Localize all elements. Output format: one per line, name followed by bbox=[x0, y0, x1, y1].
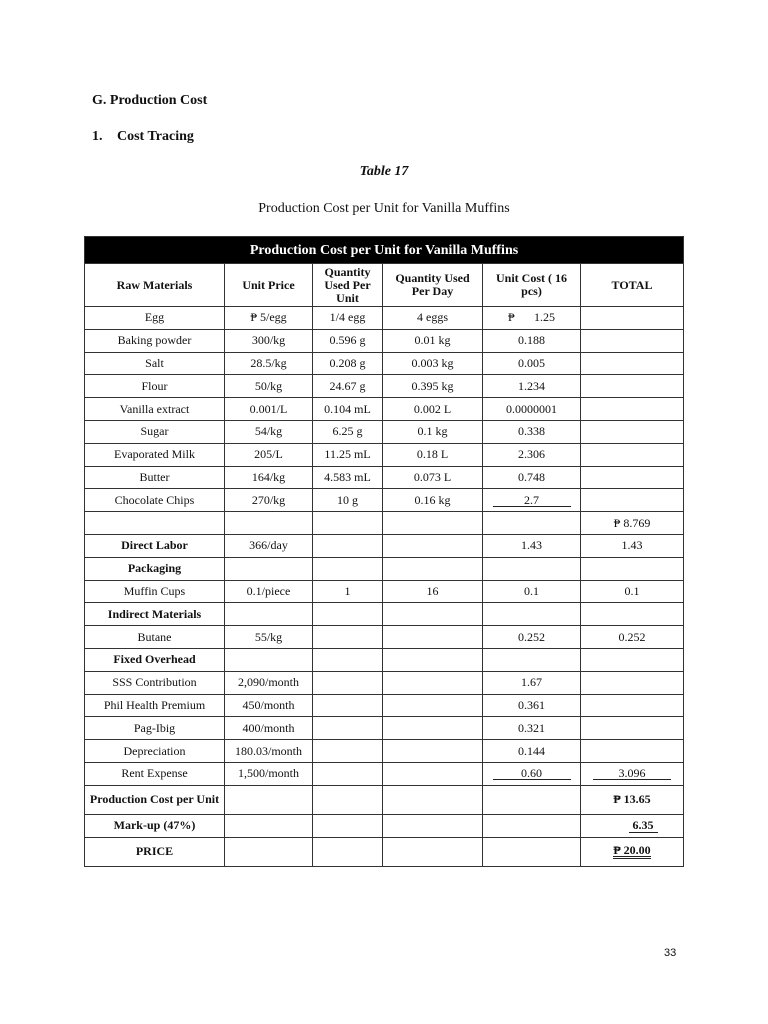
cell-unit-cost bbox=[483, 489, 581, 512]
fixed-overhead-row bbox=[85, 740, 684, 763]
cell-item: Butter bbox=[85, 466, 225, 489]
production-cost-per-unit-row bbox=[85, 785, 684, 814]
raw-materials-total-row bbox=[85, 512, 684, 535]
fixed-overhead-row bbox=[85, 717, 684, 740]
header-total: TOTAL bbox=[581, 264, 684, 307]
cell-qty-unit: 1 bbox=[313, 580, 383, 603]
cell-qty-unit: 0.596 g bbox=[313, 329, 383, 352]
peso-sign: ₱ bbox=[508, 310, 515, 325]
table-title: Production Cost per Unit for Vanilla Muffins bbox=[85, 237, 684, 264]
cell-unit-cost: 0.1 bbox=[483, 580, 581, 603]
cell-qty-day: 0.002 L bbox=[383, 398, 483, 421]
production-cost-total: ₱ 13.65 bbox=[581, 785, 684, 814]
cell-unit-cost: 0.321 bbox=[483, 717, 581, 740]
cell-qty-day: 0.01 kg bbox=[383, 329, 483, 352]
cell-unit-cost: 2.306 bbox=[483, 443, 581, 466]
cell-qty-unit: 0.208 g bbox=[313, 352, 383, 375]
cell-unit-cost: 0.0000001 bbox=[483, 398, 581, 421]
header-qty-per-unit: Quantity Used Per Unit bbox=[313, 264, 383, 307]
cell-unit-cost: 0.005 bbox=[483, 352, 581, 375]
cell-item: Salt bbox=[85, 352, 225, 375]
cell-item: Rent Expense bbox=[85, 762, 225, 785]
cell-qty-unit: 24.67 g bbox=[313, 375, 383, 398]
cell-total bbox=[581, 398, 684, 421]
cell-item: Vanilla extract bbox=[85, 398, 225, 421]
cell-unit-price: 366/day bbox=[225, 534, 313, 557]
cell-unit-cost bbox=[483, 307, 581, 330]
unit-cost-value: 1.25 bbox=[534, 310, 555, 325]
packaging-heading-row bbox=[85, 557, 684, 580]
cell-unit-price: 0.001/L bbox=[225, 398, 313, 421]
price-total: ₱ 20.00 bbox=[613, 843, 651, 858]
cell-qty-day: 16 bbox=[383, 580, 483, 603]
cell-unit-price: 270/kg bbox=[225, 489, 313, 512]
table-row bbox=[85, 466, 684, 489]
cell-qty-day: 4 eggs bbox=[383, 307, 483, 330]
table-row bbox=[85, 443, 684, 466]
cell-unit-cost bbox=[483, 762, 581, 785]
cell-qty-day: 0.073 L bbox=[383, 466, 483, 489]
markup-total-cell bbox=[581, 814, 684, 837]
markup-total: 6.35 bbox=[629, 819, 658, 833]
cell-item: Phil Health Premium bbox=[85, 694, 225, 717]
cell-unit-cost: 1.67 bbox=[483, 671, 581, 694]
cell-total: 0.252 bbox=[581, 626, 684, 649]
cell-unit-price: 50/kg bbox=[225, 375, 313, 398]
cell-qty-day: 0.16 kg bbox=[383, 489, 483, 512]
cell-unit-price: 164/kg bbox=[225, 466, 313, 489]
cell-unit-cost: 0.748 bbox=[483, 466, 581, 489]
cell-unit-cost: 0.188 bbox=[483, 329, 581, 352]
markup-row bbox=[85, 814, 684, 837]
raw-materials-total: ₱ 8.769 bbox=[581, 512, 684, 535]
production-cost-label: Production Cost per Unit bbox=[85, 785, 225, 814]
cell-total bbox=[581, 307, 684, 330]
markup-label: Mark-up (47%) bbox=[85, 814, 225, 837]
table-title-row bbox=[85, 237, 684, 264]
header-unit-cost: Unit Cost ( 16 pcs) bbox=[483, 264, 581, 307]
cell-total bbox=[581, 420, 684, 443]
header-qty-per-day: Quantity Used Per Day bbox=[383, 264, 483, 307]
cell-item: Egg bbox=[85, 307, 225, 330]
section-heading: G. Production Cost bbox=[92, 93, 208, 108]
cell-item: Muffin Cups bbox=[85, 580, 225, 603]
header-raw-materials: Raw Materials bbox=[85, 264, 225, 307]
cell-qty-day: 0.395 kg bbox=[383, 375, 483, 398]
section-label: Fixed Overhead bbox=[85, 648, 225, 671]
cell-unit-price: 205/L bbox=[225, 443, 313, 466]
cell-unit-price: 1,500/month bbox=[225, 762, 313, 785]
unit-cost-underlined: 2.7 bbox=[493, 494, 571, 507]
fixed-overhead-row bbox=[85, 694, 684, 717]
total-underlined: 3.096 bbox=[593, 767, 671, 780]
cell-unit-cost: 0.338 bbox=[483, 420, 581, 443]
page-number: 33 bbox=[664, 947, 677, 959]
indirect-materials-row bbox=[85, 626, 684, 649]
cell-unit-cost: 0.252 bbox=[483, 626, 581, 649]
cell-unit-price: 55/kg bbox=[225, 626, 313, 649]
cell-qty-day: 0.003 kg bbox=[383, 352, 483, 375]
cell-total bbox=[581, 489, 684, 512]
table-row bbox=[85, 329, 684, 352]
cell-unit-price: ₱ 5/egg bbox=[225, 307, 313, 330]
table-caption: Production Cost per Unit for Vanilla Muffins bbox=[258, 201, 510, 216]
subsection-title: Cost Tracing bbox=[117, 129, 194, 144]
table-row bbox=[85, 375, 684, 398]
cell-total: 0.1 bbox=[581, 580, 684, 603]
cell-unit-price: 400/month bbox=[225, 717, 313, 740]
price-label: PRICE bbox=[85, 837, 225, 866]
cell-unit-price: 300/kg bbox=[225, 329, 313, 352]
cell-unit-price: 180.03/month bbox=[225, 740, 313, 763]
cell-total bbox=[581, 329, 684, 352]
cell-item: Direct Labor bbox=[85, 534, 225, 557]
price-row bbox=[85, 837, 684, 866]
cell-qty-unit: 4.583 mL bbox=[313, 466, 383, 489]
cell-unit-price: 0.1/piece bbox=[225, 580, 313, 603]
subsection-heading bbox=[92, 129, 194, 145]
cell-unit-cost: 1.43 bbox=[483, 534, 581, 557]
fixed-overhead-row bbox=[85, 762, 684, 785]
cell-qty-day: 0.18 L bbox=[383, 443, 483, 466]
section-label: Indirect Materials bbox=[85, 603, 225, 626]
indirect-materials-heading-row bbox=[85, 603, 684, 626]
subsection-number: 1. bbox=[92, 129, 103, 144]
direct-labor-row bbox=[85, 534, 684, 557]
cell-item: Butane bbox=[85, 626, 225, 649]
cell-item: Baking powder bbox=[85, 329, 225, 352]
cell-total bbox=[581, 762, 684, 785]
cell-unit-cost: 0.361 bbox=[483, 694, 581, 717]
table-row bbox=[85, 398, 684, 421]
table-row bbox=[85, 352, 684, 375]
cell-total bbox=[581, 443, 684, 466]
cell-unit-price: 54/kg bbox=[225, 420, 313, 443]
cell-item: Sugar bbox=[85, 420, 225, 443]
cell-unit-price: 450/month bbox=[225, 694, 313, 717]
cell-item: Evaporated Milk bbox=[85, 443, 225, 466]
table-header-row bbox=[85, 264, 684, 307]
fixed-overhead-heading-row bbox=[85, 648, 684, 671]
cell-total: 1.43 bbox=[581, 534, 684, 557]
section-label: Packaging bbox=[85, 557, 225, 580]
price-total-cell bbox=[581, 837, 684, 866]
header-unit-price: Unit Price bbox=[225, 264, 313, 307]
cell-item: Chocolate Chips bbox=[85, 489, 225, 512]
cell-total bbox=[581, 375, 684, 398]
cell-unit-cost: 1.234 bbox=[483, 375, 581, 398]
cell-unit-price: 28.5/kg bbox=[225, 352, 313, 375]
cell-qty-unit: 1/4 egg bbox=[313, 307, 383, 330]
cell-item: Pag-Ibig bbox=[85, 717, 225, 740]
cell-item: Depreciation bbox=[85, 740, 225, 763]
cell-item: SSS Contribution bbox=[85, 671, 225, 694]
unit-cost-underlined: 0.60 bbox=[493, 767, 571, 780]
cell-unit-price: 2,090/month bbox=[225, 671, 313, 694]
packaging-row bbox=[85, 580, 684, 603]
cell-total bbox=[581, 352, 684, 375]
table-row bbox=[85, 307, 684, 330]
production-cost-table bbox=[84, 236, 684, 867]
cell-qty-unit: 10 g bbox=[313, 489, 383, 512]
fixed-overhead-row bbox=[85, 671, 684, 694]
cell-qty-day: 0.1 kg bbox=[383, 420, 483, 443]
table-label: Table 17 bbox=[359, 164, 409, 179]
cell-item: Flour bbox=[85, 375, 225, 398]
cell-qty-unit: 0.104 mL bbox=[313, 398, 383, 421]
cell-qty-unit: 11.25 mL bbox=[313, 443, 383, 466]
table-row bbox=[85, 420, 684, 443]
cell-total bbox=[581, 466, 684, 489]
table-row bbox=[85, 489, 684, 512]
cell-qty-unit: 6.25 g bbox=[313, 420, 383, 443]
cell-unit-cost: 0.144 bbox=[483, 740, 581, 763]
